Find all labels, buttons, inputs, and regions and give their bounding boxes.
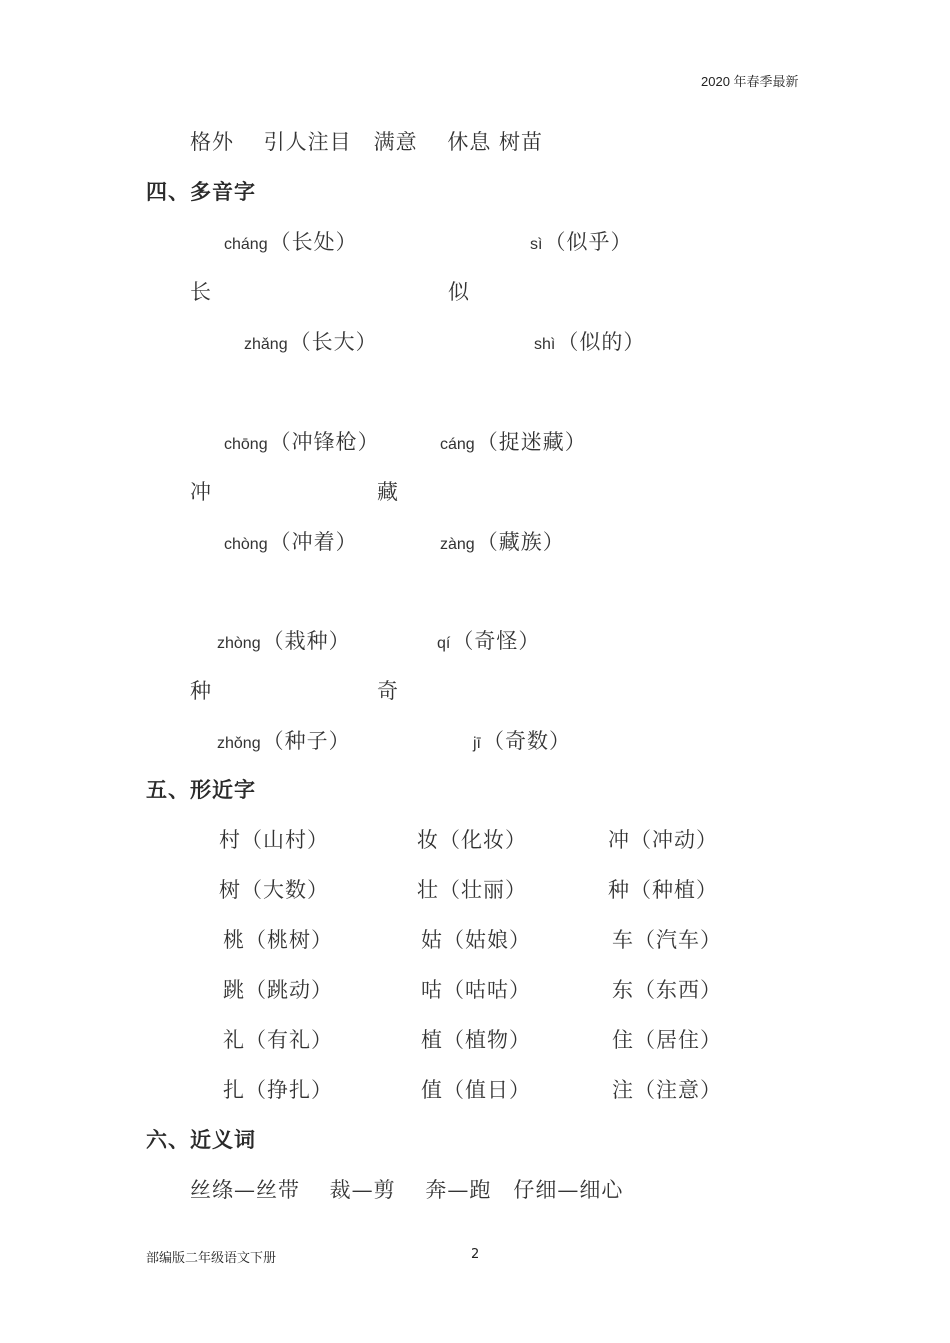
polyphone-char: 种	[190, 679, 212, 703]
polyphone-reading	[440, 426, 587, 456]
polyphone-reading	[440, 526, 565, 556]
example-word: （捉迷藏）	[476, 430, 587, 454]
similar-char-entry: 住（居住）	[612, 1028, 722, 1052]
section-title-polyphone: 四、多音字	[146, 179, 256, 204]
pinyin: shì	[534, 336, 556, 353]
pinyin: jī	[473, 735, 481, 752]
polyphone-char: 长	[190, 280, 212, 304]
similar-char-entry: 冲（冲动）	[608, 828, 718, 852]
polyphone-reading	[217, 625, 351, 655]
similar-char-entry: 植（植物）	[421, 1028, 531, 1052]
similar-char-entry: 礼（有礼）	[223, 1028, 333, 1052]
polyphone-reading	[224, 526, 358, 556]
section-title-similar-shape: 五、形近字	[146, 777, 256, 802]
polyphone-char: 似	[448, 280, 470, 304]
polyphone-reading	[224, 426, 380, 456]
similar-char-entry: 桃（桃树）	[223, 928, 333, 952]
polyphone-char: 藏	[377, 480, 399, 504]
section-title-synonyms: 六、近义词	[146, 1127, 256, 1152]
example-word: （长处）	[269, 230, 358, 254]
similar-char-entry: 种（种植）	[608, 878, 718, 902]
similar-char-entry: 树（大数）	[219, 878, 329, 902]
similar-char-entry: 注（注意）	[612, 1078, 722, 1102]
pinyin: chōng	[224, 436, 268, 453]
page-number: 2	[471, 1247, 480, 1262]
example-word: （奇怪）	[452, 629, 541, 653]
polyphone-reading	[437, 625, 540, 655]
pinyin: qí	[437, 635, 451, 652]
similar-char-entry: 妆（化妆）	[417, 828, 527, 852]
example-word: （似乎）	[544, 230, 633, 254]
example-word: （奇数）	[483, 729, 571, 753]
polyphone-reading	[217, 725, 351, 755]
polyphone-char: 奇	[377, 679, 399, 703]
similar-char-entry: 跳（跳动）	[223, 978, 333, 1002]
polyphone-reading	[530, 226, 632, 256]
example-word: （栽种）	[262, 629, 351, 653]
word-list: 格外 引人注目 满意 休息 树苗	[190, 130, 544, 154]
polyphone-char: 冲	[190, 480, 212, 504]
example-word: （冲着）	[269, 530, 358, 554]
pinyin: zhǎng	[244, 336, 288, 353]
similar-char-entry: 壮（壮丽）	[417, 878, 527, 902]
pinyin: zhǒng	[217, 735, 261, 752]
polyphone-reading	[473, 725, 571, 755]
pinyin: cáng	[440, 436, 475, 453]
similar-char-entry: 东（东西）	[612, 978, 722, 1002]
polyphone-reading	[534, 326, 645, 356]
example-word: （长大）	[289, 330, 378, 354]
example-word: （藏族）	[476, 530, 565, 554]
pinyin: cháng	[224, 236, 268, 253]
similar-char-entry: 咕（咕咕）	[421, 978, 531, 1002]
similar-char-entry: 村（山村）	[219, 828, 329, 852]
page-header: 2020 年春季最新	[701, 74, 799, 89]
similar-char-entry: 扎（挣扎）	[223, 1078, 333, 1102]
similar-char-entry: 值（值日）	[421, 1078, 531, 1102]
synonym-list: 丝绦—丝带 裁—剪 奔—跑 仔细—细心	[190, 1178, 624, 1202]
pinyin: sì	[530, 236, 543, 253]
similar-char-entry: 车（汽车）	[612, 928, 722, 952]
example-word: （似的）	[557, 330, 646, 354]
pinyin: zàng	[440, 536, 475, 553]
similar-char-entry: 姑（姑娘）	[421, 928, 531, 952]
example-word: （种子）	[262, 729, 351, 753]
polyphone-reading	[224, 226, 358, 256]
footer-book-title: 部编版二年级语文下册	[146, 1251, 277, 1266]
example-word: （冲锋枪）	[269, 430, 380, 454]
pinyin: zhòng	[217, 635, 261, 652]
pinyin: chòng	[224, 536, 268, 553]
polyphone-reading	[244, 326, 378, 356]
